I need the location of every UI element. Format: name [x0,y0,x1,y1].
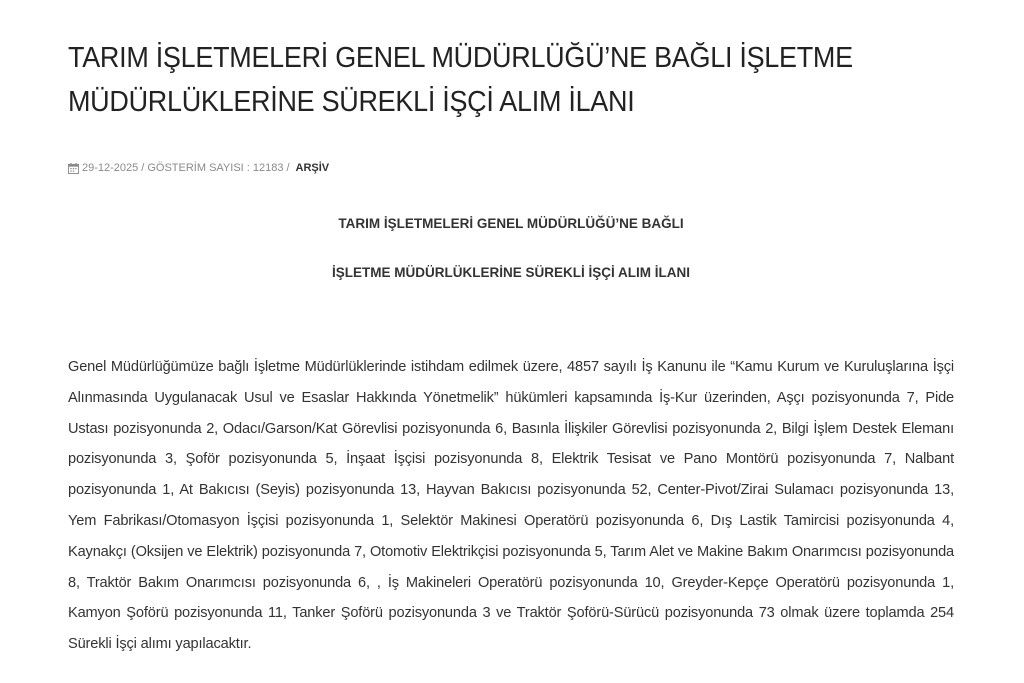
calendar-icon [68,163,79,174]
title-line-2: MÜDÜRLÜKLERİNE SÜREKLİ İŞÇİ ALIM İLANI [68,86,635,118]
title-line-1: TARIM İŞLETMELERİ GENEL MÜDÜRLÜĞÜ’NE BAĞLI İŞLETME [68,42,853,74]
subheading-1: TARIM İŞLETMELERİ GENEL MÜDÜRLÜĞÜ’NE BAĞLI [338,216,684,231]
subheading-2: İŞLETME MÜDÜRLÜKLERİNE SÜREKLİ İŞÇİ ALIM İLANI [332,265,690,280]
view-count: GÖSTERİM SAYISI : 12183 [147,162,284,174]
meta-separator: / [141,162,145,174]
article-meta [68,162,329,174]
page-title [68,0,853,124]
meta-separator: / [286,162,290,174]
article [68,0,954,653]
category-link[interactable]: ARŞİV [295,162,330,174]
article-body: Genel Müdürlüğümüze bağlı İşletme Müdürlüklerinde istihdam edilmek üzere, 4857 sayılı İş Kanunu ile “Kamu Kurum ve Kuruluşlarına İşçi Alınmasında Uygulanacak Usul ve Esaslar Hakkında Yönetmelik” hükümleri kapsamında İş-Kur üzerinden, Aşçı pozisyonunda 7, Pide Ustası pozisyonunda 2, Odacı/Garson/Kat Görevlisi pozisyonunda 6, Basınla İlişkiler Görevlisi pozisyonunda 2, Bilgi İşlem Destek Elemanı pozisyonunda 3, Şoför pozisyonunda 5, İnşaat İşçisi pozisyonunda 8, Elektrik Tesisat ve Pano Montörü pozisyonunda 7, Nalbant pozisyonunda 1, At Bakıcısı (Seyis) pozisyonunda 13, Hayvan Bakıcısı pozisyonunda 52, Center-Pivot/Zirai Sulamacı pozisyonunda 13, Yem Fabrikası/Otomasyon İşçisi pozisyonunda 1, Selektör Makinesi Operatörü pozisyonunda 6, Dış Lastik Tamircisi pozisyonunda 4, Kaynakçı (Oksijen ve Elektrik) pozisyonunda 7, Otomotiv Elektrikçisi pozisyonunda 5, Tarım Alet ve Makine Bakım Onarımcısı pozisyonunda 8, Traktör Bakım Onarımcısı pozisyonunda 6, , İş Makineleri Operatörü pozisyonunda 10, Greyder-Kepçe Operatörü pozisyonunda 1, Kamyon Şoförü pozisyonunda 11, Tanker Şoförü pozisyonunda 3 ve Traktör Şoförü-Sürücü pozisyonunda 73 olmak üzere toplamda 254 Sürekli İşçi alımı yapılacaktır. [68,359,954,653]
publish-date: 29-12-2025 [82,162,139,174]
